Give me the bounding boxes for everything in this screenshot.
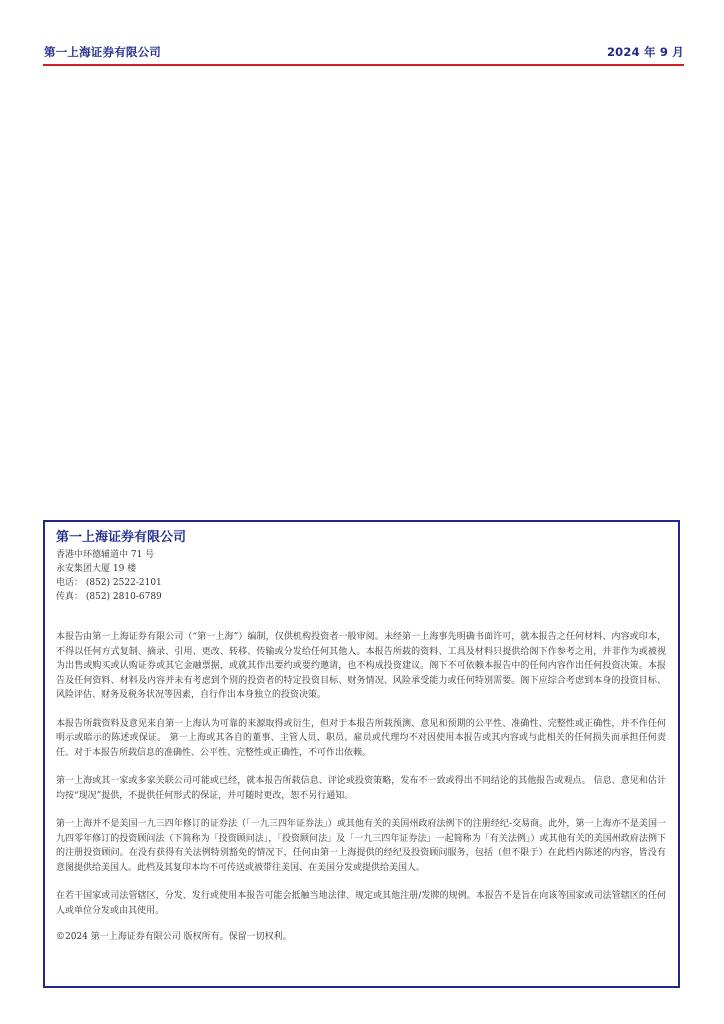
disclaimer-paragraph-usage: 本报告由第一上海证券有限公司（“第一上海”）编制，仅供机构投资者一般审阅。未经第一上海事先明确书面许可，就本报告之任何材料、内容或印本，不得以任何方式复制、摘录、引用、更改、转移、传输或分发给任何其他人。本报告所载的资料、工具及材料只提供给阁下作参考之用，并非作为或被视为出售或购买或认购证券或其它金融票据，或就其作出要约或要约邀请，也不构成投资建议。阁下不可依赖本报告中的任何内容作出任何投资决策。本报告及任何资料、材料及内容并未有考虑到个别的投资者的特定投资目标、财务情况、风险承受能力或任何特别需要。阁下应综合考虑到本身的投资目标、风险评估、财务及税务状况等因素，自行作出本身独立的投资决策。 <box>56 632 666 700</box>
copyright-notice: ©2024 第一上海证券有限公司 版权所有。保留一切权利。 <box>56 932 292 942</box>
fax-number: 传真： (852) 2810-6789 <box>56 592 162 602</box>
address-line-2: 永安集团大厦 19 楼 <box>56 564 137 574</box>
contact-company-name: 第一上海证券有限公司 <box>56 530 187 545</box>
disclaimer-paragraph-accuracy: 本报告所载资料及意见来自第一上海认为可靠的来源取得或衍生，但对于本报告所载预测、意见和预期的公平性、准确性、完整性或正确性，并不作任何明示或暗示的陈述或保证。 第一上海或其各自的董事、主管人员、职员、雇员或代理均不对因使用本报告或其内容或与此相关的任何损失而承担任何责任。对于本报告所载信息的准确性、公平性、完整性或正确性，不可作出依赖。 <box>56 718 666 758</box>
disclaimer-paragraph-affiliates: 第一上海或其一家或多家关联公司可能或已经，就本报告所载信息、评论或投资策略，发布不一致或得出不同结论的其他报告或观点。 信息、意见和估计均按“现况”提供，不提供任何形式的保证，并可随时更改，恕不另行通知。 <box>56 776 666 801</box>
disclaimer-box <box>43 520 680 988</box>
address-line-1: 香港中环德辅道中 71 号 <box>56 550 155 560</box>
header-company-name: 第一上海证券有限公司 <box>44 45 161 59</box>
disclaimer-paragraph-us-regulation: 第一上海并不是美国一九三四年修订的证券法（「一九三四年证券法」）或其他有关的美国州政府法例下的注册经纪-交易商。此外，第一上海亦不是美国一九四零年修订的投资顾问法（下简称为「投资顾问法」，「投资顾问法」及「一九三四年证券法」一起简称为「有关法例」）或其他有关的美国州政府法例下的注册投资顾问。在没有获得有关法例特别豁免的情况下，任何由第一上海提供的经纪及投资顾问服务，包括（但不限于）在此档内陈述的内容，皆没有意图提供给美国人。此档及其复印本均不可传送或被带往美国、在美国分发或提供给美国人。 <box>56 819 666 873</box>
header-divider <box>43 64 684 66</box>
header-date: 2024 年 9 月 <box>606 45 684 59</box>
spacer <box>56 604 666 630</box>
disclaimer-paragraph-jurisdiction: 在若干国家或司法管辖区，分发、发行或使用本报告可能会抵触当地法律、规定或其他注册/发牌的规例。本报告不是旨在向该等国家或司法管辖区的任何人或单位分发或由其使用。 <box>56 891 666 916</box>
phone-number: 电话： (852) 2522-2101 <box>56 578 162 588</box>
page-header <box>43 44 684 64</box>
